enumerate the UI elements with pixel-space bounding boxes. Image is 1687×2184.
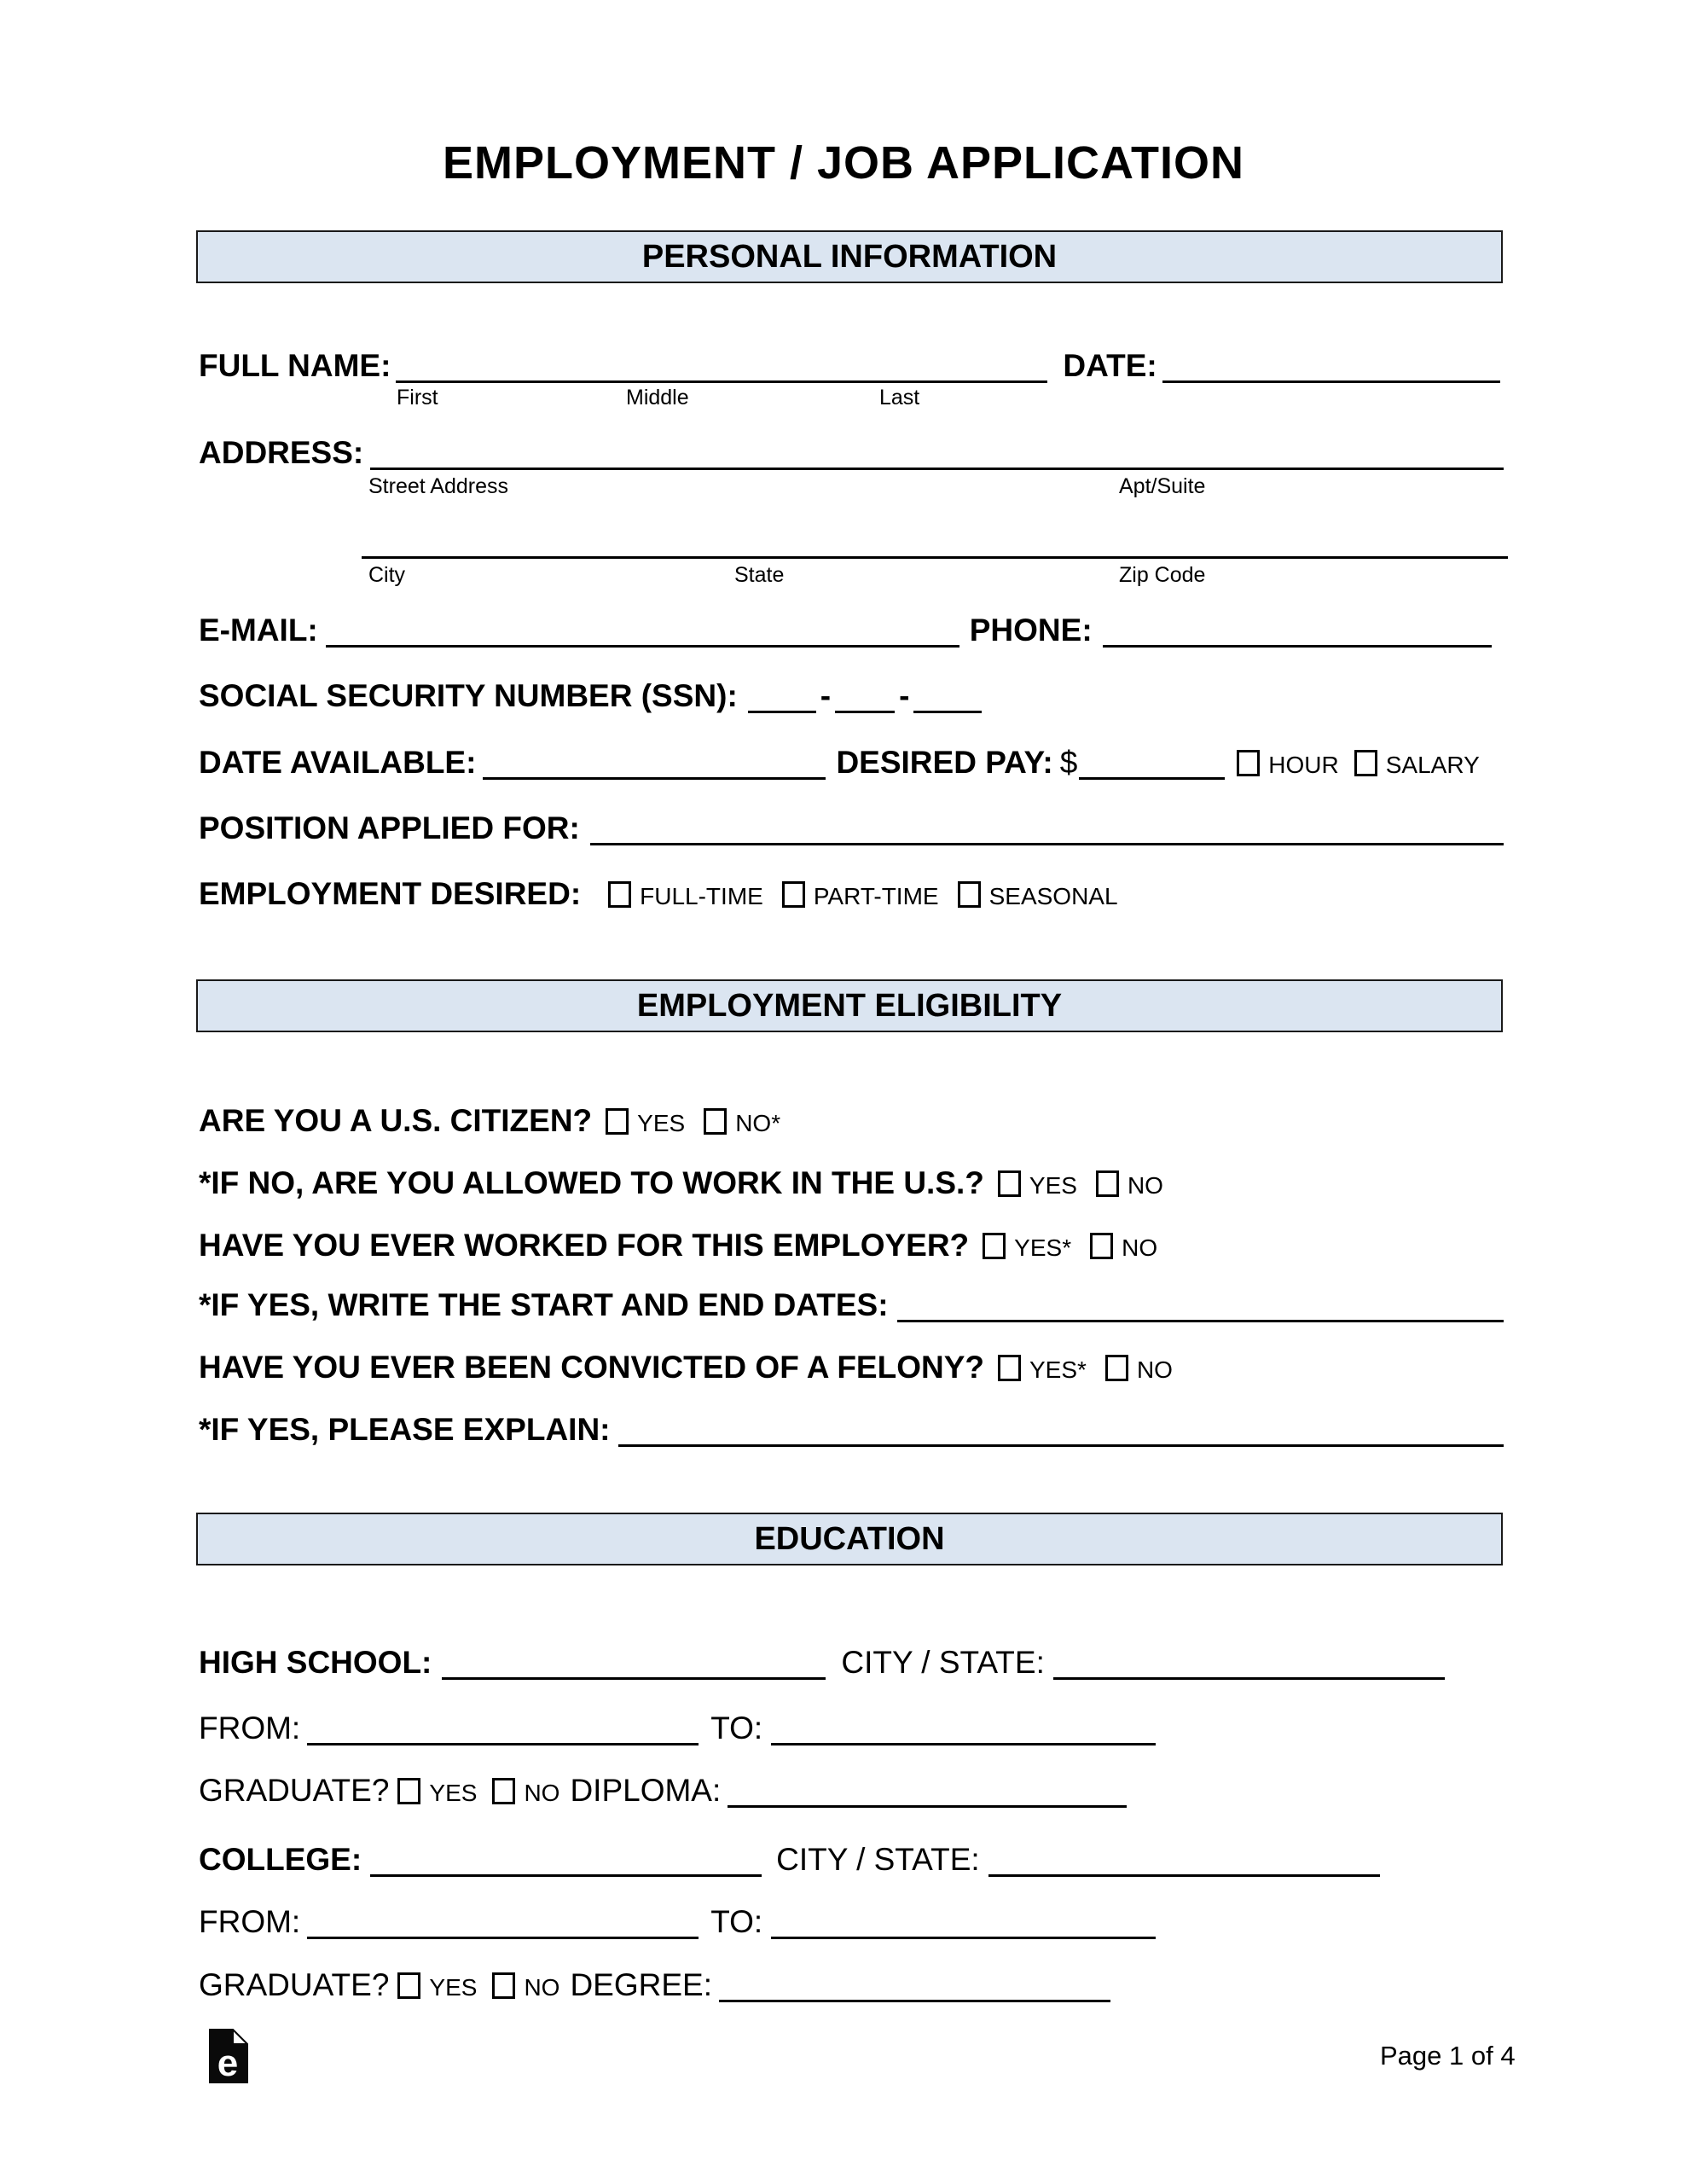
felony-question-row [199, 1350, 1173, 1386]
college-graduate-yes-label: YES [429, 1974, 478, 2001]
date-input[interactable] [1162, 355, 1500, 383]
felony-explain-input[interactable] [618, 1419, 1504, 1447]
seasonal-checkbox-label: SEASONAL [988, 883, 1118, 909]
worked-before-question-row [199, 1228, 1157, 1264]
city-sublabel: City [368, 563, 406, 587]
date-available-input[interactable] [483, 752, 826, 780]
eforms-logo [209, 2029, 248, 2083]
hs-graduate-row [199, 1773, 1127, 1809]
date-label: DATE: [1063, 348, 1157, 383]
college-to-label: TO: [710, 1904, 763, 1939]
hs-to-input[interactable] [771, 1717, 1156, 1745]
last-name-sublabel: Last [879, 386, 920, 410]
felony-yes-label: YES* [1029, 1356, 1087, 1383]
position-row [199, 810, 1504, 847]
education-header [196, 1513, 1503, 1565]
date-available-label: DATE AVAILABLE: [199, 745, 477, 780]
address-line2-input[interactable] [362, 512, 1508, 559]
phone-label: PHONE: [969, 613, 1093, 648]
college-row [199, 1842, 1380, 1879]
college-name-input[interactable] [370, 1849, 762, 1877]
hour-checkbox[interactable] [1237, 750, 1260, 776]
street-address-sublabel: Street Address [368, 474, 508, 498]
college-to-input[interactable] [771, 1911, 1156, 1939]
seasonal-checkbox[interactable] [958, 881, 981, 908]
work-dates-row [199, 1287, 1504, 1324]
hs-graduate-no-checkbox[interactable] [492, 1778, 515, 1804]
hs-graduate-no-label: NO [524, 1780, 560, 1806]
felony-yes-checkbox[interactable] [998, 1355, 1021, 1381]
worked-before-no-checkbox[interactable] [1090, 1233, 1113, 1259]
hs-diploma-input[interactable] [728, 1780, 1127, 1808]
employment-eligibility-header-label: EMPLOYMENT ELIGIBILITY [636, 987, 1063, 1024]
felony-no-label: NO [1136, 1356, 1173, 1383]
citizen-yes-label: YES [637, 1110, 686, 1136]
college-graduate-no-label: NO [524, 1974, 560, 2001]
hs-graduate-yes-label: YES [429, 1780, 478, 1806]
college-dates-row [199, 1904, 1156, 1941]
ssn-part2-input[interactable] [835, 685, 895, 713]
felony-question-label: HAVE YOU EVER BEEN CONVICTED OF A FELONY? [199, 1350, 984, 1385]
citizen-no-checkbox[interactable] [704, 1108, 727, 1135]
hs-graduate-yes-checkbox[interactable] [397, 1778, 420, 1804]
allowed-work-question-row [199, 1165, 1163, 1202]
college-graduate-yes-checkbox[interactable] [397, 1972, 420, 1999]
hs-diploma-label: DIPLOMA: [570, 1773, 722, 1808]
position-label: POSITION APPLIED FOR: [199, 810, 580, 845]
worked-before-no-label: NO [1122, 1234, 1158, 1261]
employment-eligibility-header [196, 979, 1503, 1032]
currency-symbol: $ [1059, 745, 1078, 780]
allowed-work-question-label: *IF NO, ARE YOU ALLOWED TO WORK IN THE U.S.? [199, 1165, 984, 1200]
high-school-row [199, 1645, 1445, 1682]
zip-code-sublabel: Zip Code [1119, 563, 1206, 587]
full-time-checkbox[interactable] [608, 881, 631, 908]
state-sublabel: State [734, 563, 785, 587]
apt-suite-sublabel: Apt/Suite [1119, 474, 1206, 498]
college-label: COLLEGE: [199, 1842, 362, 1877]
allowed-work-no-label: NO [1127, 1172, 1163, 1199]
college-city-state-input[interactable] [988, 1849, 1380, 1877]
address-label: ADDRESS: [199, 435, 364, 470]
hs-from-input[interactable] [307, 1717, 699, 1745]
work-dates-label: *IF YES, WRITE THE START AND END DATES: [199, 1287, 889, 1322]
citizen-question-label: ARE YOU A U.S. CITIZEN? [199, 1103, 593, 1138]
college-from-input[interactable] [307, 1911, 699, 1939]
ssn-label: SOCIAL SECURITY NUMBER (SSN): [199, 678, 738, 713]
employment-desired-row [199, 876, 1118, 913]
college-graduate-label: GRADUATE? [199, 1967, 390, 2002]
college-degree-label: DEGREE: [570, 1967, 712, 2002]
eforms-logo-letter: e [217, 2042, 239, 2083]
citizen-yes-checkbox[interactable] [606, 1108, 629, 1135]
part-time-checkbox[interactable] [782, 881, 805, 908]
eforms-logo-icon [209, 2029, 248, 2083]
worked-before-yes-label: YES* [1014, 1234, 1072, 1261]
college-degree-input[interactable] [719, 1974, 1110, 2002]
allowed-work-yes-label: YES [1029, 1172, 1077, 1199]
street-address-input[interactable] [370, 442, 1504, 470]
worked-before-yes-checkbox[interactable] [983, 1233, 1006, 1259]
full-time-checkbox-label: FULL-TIME [640, 883, 763, 909]
salary-checkbox-label: SALARY [1385, 752, 1480, 778]
ssn-dash2: - [899, 678, 910, 713]
phone-input[interactable] [1103, 619, 1492, 648]
citizen-no-label: NO* [735, 1110, 781, 1136]
college-graduate-no-checkbox[interactable] [492, 1972, 515, 1999]
ssn-row [199, 678, 982, 715]
personal-information-header [196, 230, 1503, 283]
form-title: EMPLOYMENT / JOB APPLICATION [442, 137, 1245, 189]
felony-no-checkbox[interactable] [1105, 1355, 1128, 1381]
hs-city-state-label: CITY / STATE: [841, 1645, 1045, 1680]
felony-explain-row [199, 1412, 1504, 1449]
page-number: Page 1 of 4 [1380, 2041, 1516, 2071]
desired-pay-input[interactable] [1079, 752, 1225, 780]
college-city-state-label: CITY / STATE: [776, 1842, 980, 1877]
citizen-question-row [199, 1103, 780, 1140]
allowed-work-no-checkbox[interactable] [1096, 1170, 1119, 1197]
ssn-part3-input[interactable] [913, 685, 982, 713]
desired-pay-label: DESIRED PAY: [836, 745, 1053, 780]
position-input[interactable] [590, 817, 1504, 845]
ssn-dash1: - [820, 678, 832, 713]
personal-information-header-label: PERSONAL INFORMATION [641, 238, 1058, 275]
hour-checkbox-label: HOUR [1268, 752, 1339, 778]
education-header-label: EDUCATION [754, 1520, 945, 1557]
middle-name-sublabel: Middle [626, 386, 689, 410]
full-name-label: FULL NAME: [199, 348, 391, 383]
hs-name-input[interactable] [442, 1652, 826, 1680]
email-input[interactable] [326, 619, 959, 648]
full-name-row [199, 348, 1500, 385]
first-name-sublabel: First [397, 386, 438, 410]
hs-to-label: TO: [710, 1711, 763, 1745]
email-phone-row [199, 613, 1492, 649]
hs-graduate-label: GRADUATE? [199, 1773, 390, 1808]
full-name-input[interactable] [396, 355, 1047, 383]
allowed-work-yes-checkbox[interactable] [998, 1170, 1021, 1197]
hs-dates-row [199, 1711, 1156, 1747]
date-available-row [199, 745, 1480, 781]
part-time-checkbox-label: PART-TIME [813, 883, 939, 909]
college-from-label: FROM: [199, 1904, 301, 1939]
felony-explain-label: *IF YES, PLEASE EXPLAIN: [199, 1412, 611, 1447]
hs-from-label: FROM: [199, 1711, 301, 1745]
address-row [199, 435, 1504, 472]
college-graduate-row [199, 1967, 1110, 2004]
salary-checkbox[interactable] [1354, 750, 1377, 776]
ssn-part1-input[interactable] [748, 685, 816, 713]
employment-desired-label: EMPLOYMENT DESIRED: [199, 876, 582, 911]
worked-before-question-label: HAVE YOU EVER WORKED FOR THIS EMPLOYER? [199, 1228, 970, 1263]
hs-city-state-input[interactable] [1053, 1652, 1445, 1680]
email-label: E-MAIL: [199, 613, 318, 648]
high-school-label: HIGH SCHOOL: [199, 1645, 432, 1680]
work-dates-input[interactable] [897, 1294, 1504, 1322]
